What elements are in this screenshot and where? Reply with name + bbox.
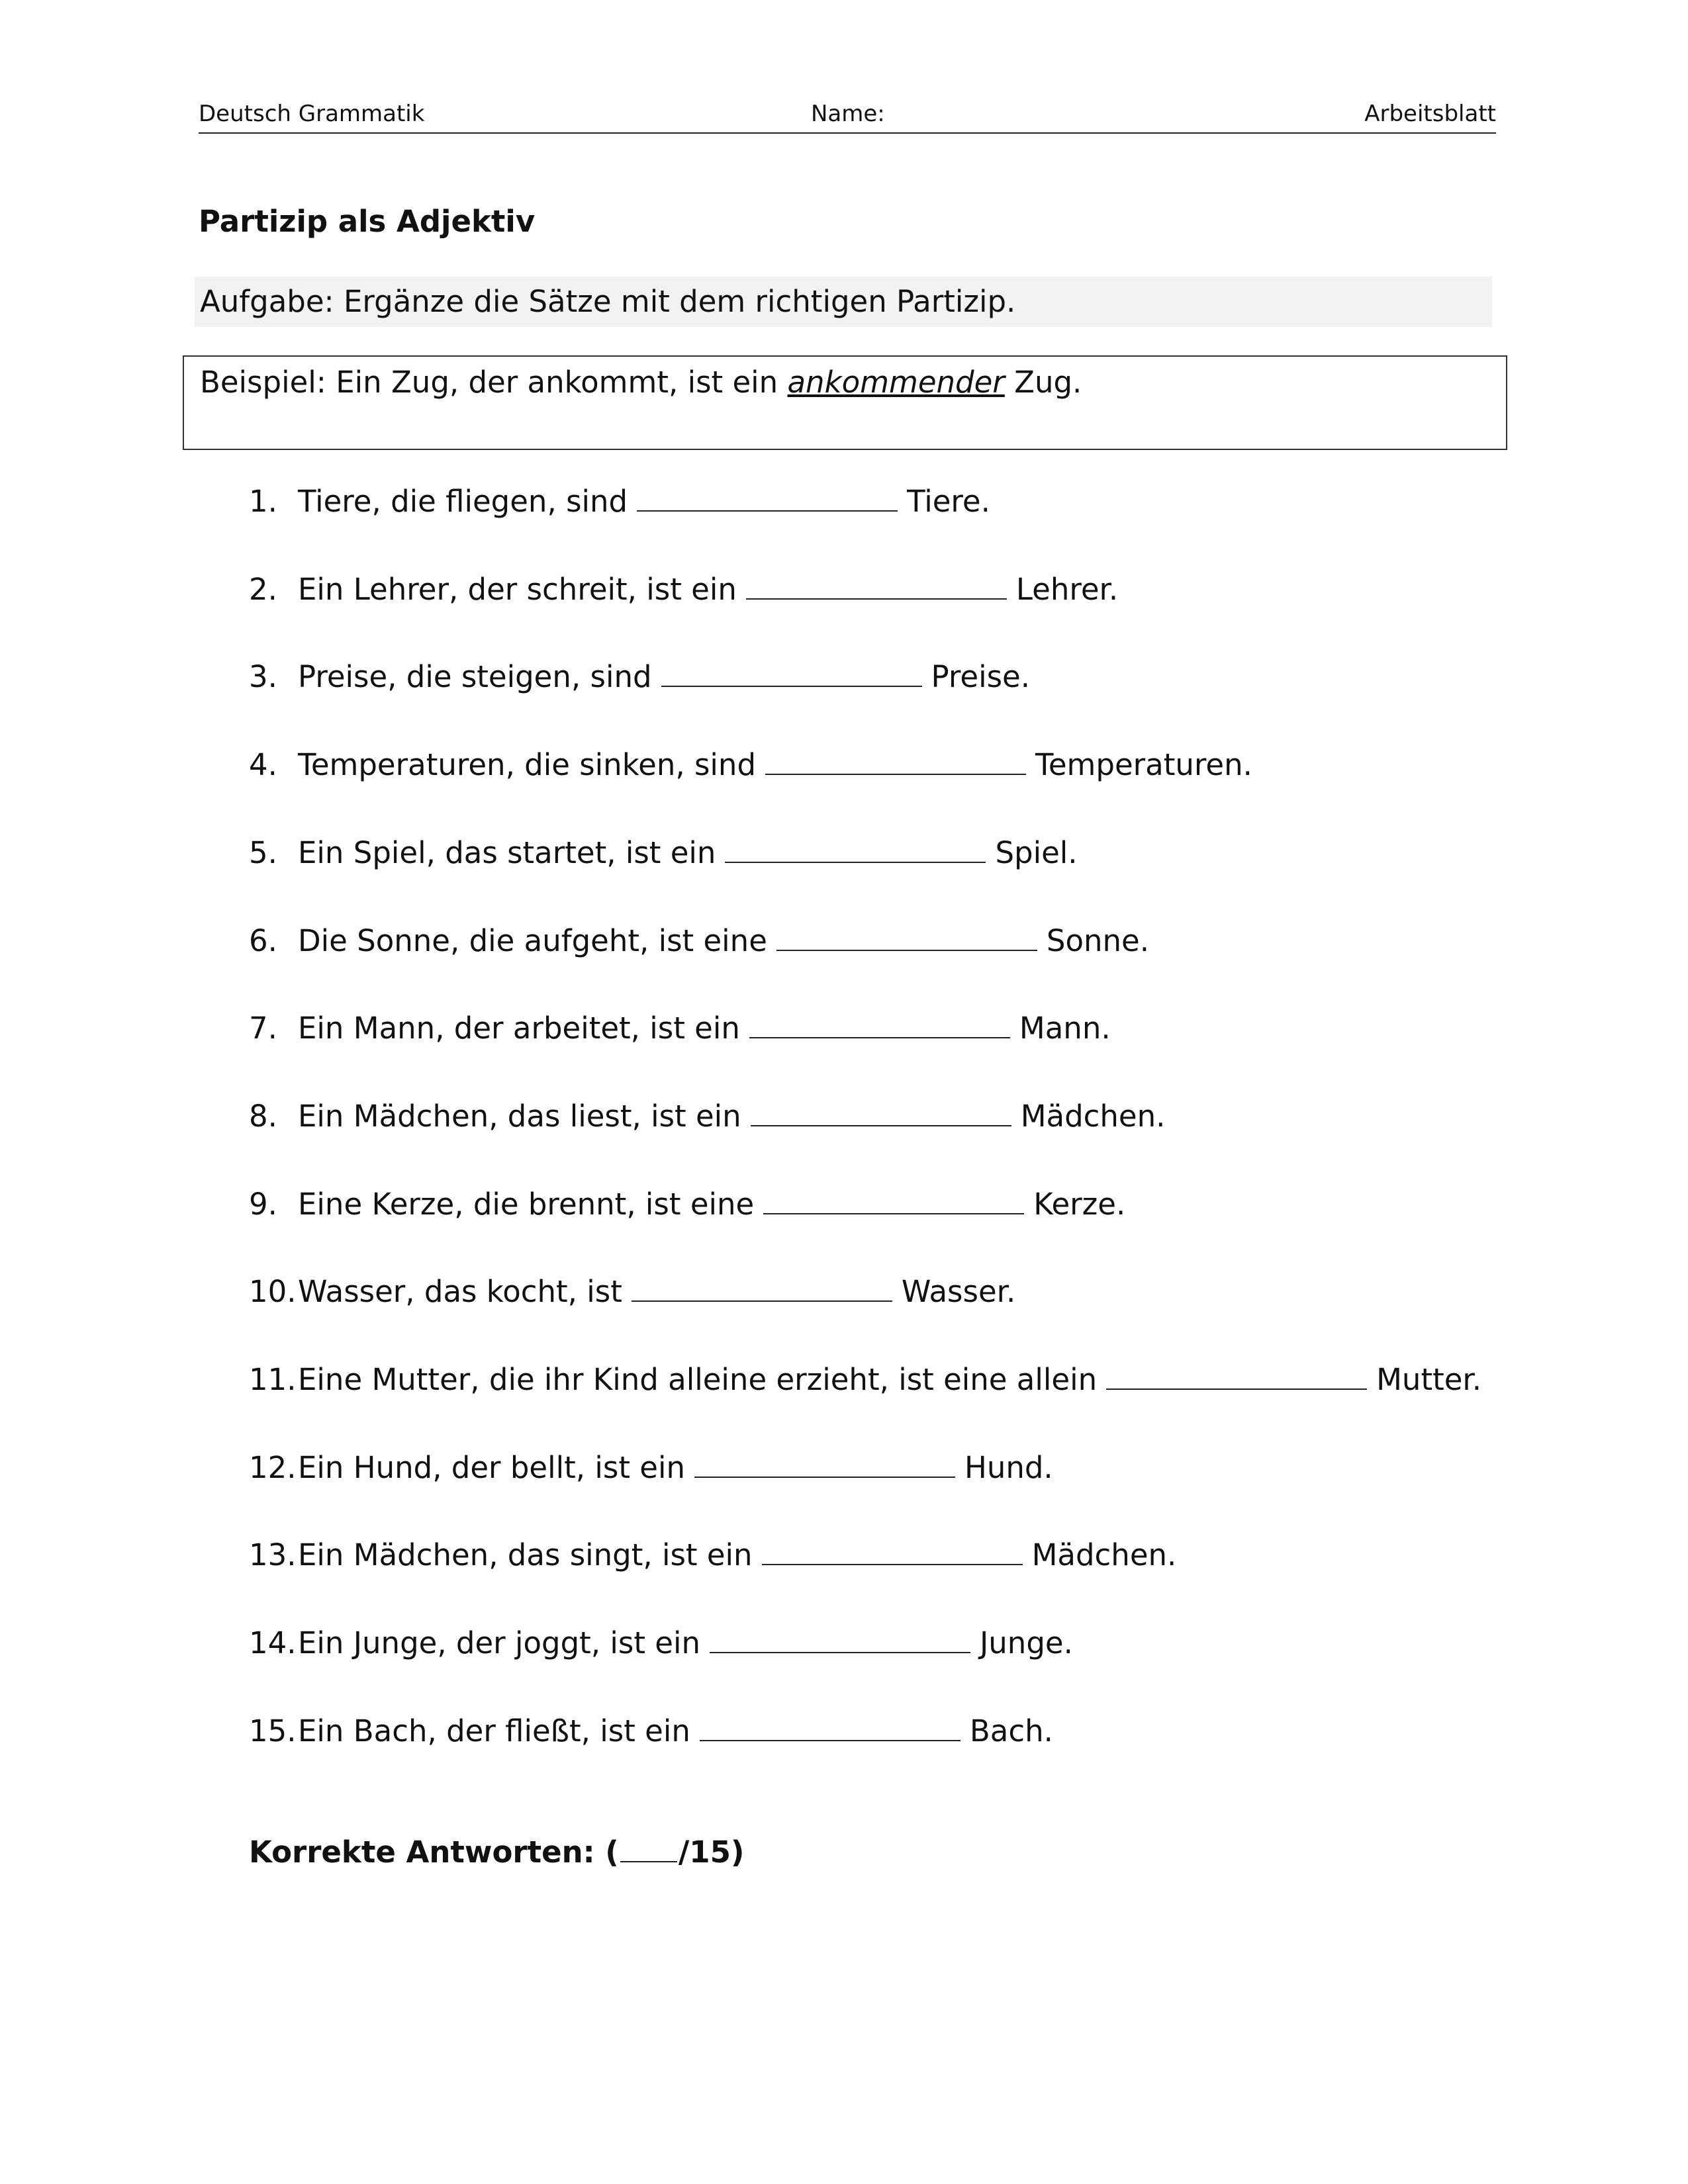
score-total: /15): [678, 1835, 745, 1870]
exercise-noun: Hund.: [964, 1450, 1053, 1485]
exercise-number: 4.: [249, 747, 277, 782]
exercise-number: 14.: [249, 1625, 297, 1661]
exercise-prompt: Preise, die steigen, sind: [298, 659, 652, 694]
worksheet-title: Partizip als Adjektiv: [199, 204, 536, 239]
score-line: [249, 1835, 745, 1870]
exercise-noun: Temperaturen.: [1035, 747, 1252, 782]
exercise-prompt: Temperaturen, die sinken, sind: [298, 747, 757, 782]
exercise-prompt: Eine Kerze, die brennt, ist eine: [298, 1187, 755, 1222]
exercise-prompt: Ein Hund, der bellt, ist ein: [298, 1450, 685, 1485]
answer-blank[interactable]: [749, 1037, 1010, 1038]
exercise-number: 12.: [249, 1450, 297, 1485]
answer-blank[interactable]: [661, 686, 922, 687]
header-name-label: Name:: [811, 101, 885, 127]
exercise-prompt: Ein Lehrer, der schreit, ist ein: [298, 572, 737, 607]
exercise-prompt: Die Sonne, die aufgeht, ist eine: [298, 923, 767, 958]
exercise-number: 9.: [249, 1187, 277, 1222]
page-header: [199, 98, 1496, 134]
header-worksheet-label: Arbeitsblatt: [1364, 101, 1496, 127]
exercise-prompt: Ein Mädchen, das liest, ist ein: [298, 1099, 741, 1134]
exercise-item: [249, 1711, 1053, 1751]
answer-blank[interactable]: [725, 862, 986, 863]
exercise-prompt: Tiere, die fliegen, sind: [298, 484, 628, 519]
exercise-item: [249, 921, 1149, 961]
exercise-noun: Junge.: [980, 1625, 1073, 1661]
header-subject: Deutsch Grammatik: [199, 101, 425, 127]
answer-blank[interactable]: [710, 1652, 970, 1653]
exercise-prompt: Ein Mädchen, das singt, ist ein: [298, 1537, 753, 1572]
exercise-number: 13.: [249, 1537, 297, 1572]
exercise-item: [249, 1272, 1015, 1312]
answer-blank[interactable]: [762, 1564, 1023, 1565]
exercise-number: 2.: [249, 572, 277, 607]
exercise-number: 6.: [249, 923, 277, 958]
exercise-number: 8.: [249, 1099, 277, 1134]
answer-blank[interactable]: [776, 950, 1037, 951]
example-before: Beispiel: Ein Zug, der ankommt, ist ein: [200, 365, 778, 400]
task-instruction: Aufgabe: Ergänze die Sätze mit dem richtigen Partizip.: [195, 277, 1492, 327]
exercise-number: 5.: [249, 835, 277, 870]
exercise-item: [249, 1448, 1053, 1488]
answer-blank[interactable]: [700, 1740, 961, 1741]
answer-blank[interactable]: [763, 1213, 1024, 1214]
exercise-prompt: Ein Bach, der fließt, ist ein: [298, 1713, 690, 1749]
exercise-number: 11.: [249, 1362, 297, 1397]
exercise-noun: Mädchen.: [1020, 1099, 1166, 1134]
exercise-item: [249, 1185, 1125, 1224]
answer-blank[interactable]: [751, 1125, 1011, 1126]
exercise-noun: Spiel.: [995, 835, 1078, 870]
answer-blank[interactable]: [694, 1477, 955, 1478]
exercise-noun: Kerze.: [1033, 1187, 1126, 1222]
exercise-prompt: Wasser, das kocht, ist: [298, 1274, 622, 1309]
exercise-number: 1.: [249, 484, 277, 519]
example-after: Zug.: [1014, 365, 1082, 400]
exercise-noun: Mutter.: [1376, 1362, 1482, 1397]
exercise-item: [249, 1009, 1111, 1048]
exercise-item: [249, 657, 1030, 697]
exercise-item: [249, 833, 1078, 873]
answer-blank[interactable]: [637, 510, 898, 512]
exercise-item: [249, 570, 1118, 610]
exercise-noun: Mädchen.: [1031, 1537, 1177, 1572]
exercise-prompt: Ein Junge, der joggt, ist ein: [298, 1625, 701, 1661]
exercise-noun: Lehrer.: [1015, 572, 1119, 607]
example-sentence: [200, 365, 1082, 400]
exercise-item: [249, 745, 1252, 785]
answer-blank[interactable]: [632, 1300, 892, 1302]
exercise-noun: Sonne.: [1046, 923, 1150, 958]
exercise-item: [249, 1097, 1165, 1136]
answer-blank[interactable]: [746, 598, 1007, 600]
answer-blank[interactable]: [1106, 1388, 1367, 1390]
exercise-number: 10.: [249, 1274, 297, 1309]
exercise-noun: Wasser.: [901, 1274, 1016, 1309]
answer-blank[interactable]: [765, 774, 1026, 775]
exercise-item: [249, 1360, 1481, 1400]
exercise-prompt: Ein Spiel, das startet, ist ein: [298, 835, 716, 870]
score-blank-line[interactable]: [620, 1861, 677, 1862]
exercise-prompt: Eine Mutter, die ihr Kind alleine erzieht, ist eine allein: [298, 1362, 1098, 1397]
exercise-item: [249, 482, 990, 522]
score-label: Korrekte Antworten: (: [249, 1835, 619, 1870]
exercise-item: [249, 1623, 1073, 1663]
exercise-noun: Preise.: [931, 659, 1031, 694]
example-answer: ankommender: [787, 365, 1005, 400]
exercise-number: 15.: [249, 1713, 297, 1749]
exercise-number: 3.: [249, 659, 277, 694]
exercise-number: 7.: [249, 1011, 277, 1046]
exercise-prompt: Ein Mann, der arbeitet, ist ein: [298, 1011, 740, 1046]
example-box: [183, 355, 1507, 450]
exercise-noun: Mann.: [1019, 1011, 1111, 1046]
exercise-item: [249, 1535, 1176, 1575]
exercise-noun: Tiere.: [907, 484, 990, 519]
exercise-noun: Bach.: [969, 1713, 1053, 1749]
